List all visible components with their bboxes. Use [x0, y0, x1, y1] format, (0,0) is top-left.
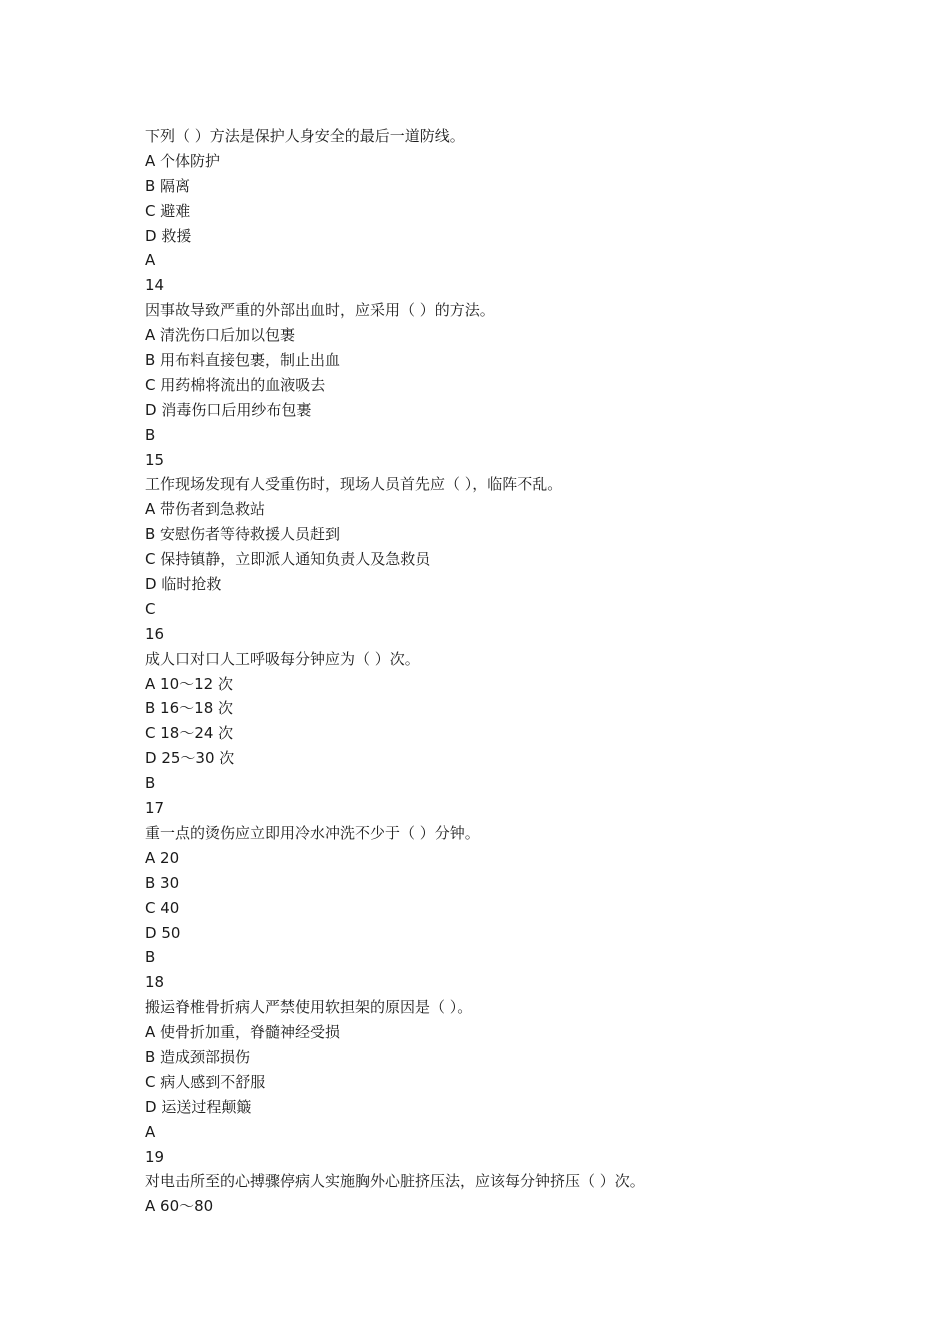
text-line: D 25～30 次	[145, 749, 235, 768]
text-line: B 安慰伤者等待救援人员赶到	[145, 525, 341, 544]
text-line: 对电击所至的心搏骤停病人实施胸外心脏挤压法，应该每分钟挤压（ ）次。	[145, 1172, 645, 1191]
text-line: C 用药棉将流出的血液吸去	[145, 375, 326, 394]
text-line: 工作现场发现有人受重伤时，现场人员首先应（ ），临阵不乱。	[145, 475, 563, 494]
text-line: A 带伤者到急救站	[145, 500, 266, 519]
text-line: 16	[145, 624, 165, 643]
text-line: A 60～80	[145, 1197, 214, 1216]
text-line: 因事故导致严重的外部出血时，应采用（ ）的方法。	[145, 301, 495, 320]
text-line: A 使骨折加重，脊髓神经受损	[145, 1023, 341, 1042]
text-line: C	[145, 599, 156, 618]
text-line: B	[145, 425, 156, 444]
text-line: 搬运脊椎骨折病人严禁使用软担架的原因是（ ）。	[145, 998, 473, 1017]
document-body	[145, 124, 845, 1219]
text-line: 成人口对口人工呼吸每分钟应为（ ）次。	[145, 649, 420, 668]
text-line: A 20	[145, 848, 180, 867]
text-line: C 避难	[145, 201, 191, 220]
text-line: C 病人感到不舒服	[145, 1072, 266, 1091]
text-line: D 运送过程颠簸	[145, 1097, 252, 1116]
text-line: C 40	[145, 898, 180, 917]
text-line: B 16～18 次	[145, 699, 234, 718]
text-line: D 消毒伤口后用纱布包裹	[145, 400, 312, 419]
text-line: B	[145, 948, 156, 967]
text-line: C 18～24 次	[145, 724, 234, 743]
text-line: 17	[145, 799, 165, 818]
text-line: 14	[145, 276, 165, 295]
text-line: 重一点的烫伤应立即用冷水冲洗不少于（ ）分钟。	[145, 823, 480, 842]
text-line: D 救援	[145, 226, 192, 245]
text-line: A	[145, 1122, 156, 1141]
text-line: B	[145, 774, 156, 793]
text-line: D 50	[145, 923, 181, 942]
text-line: 18	[145, 973, 165, 992]
text-line: A 清洗伤口后加以包裹	[145, 326, 296, 345]
text-line: B 造成颈部损伤	[145, 1047, 251, 1066]
text-line: B 隔离	[145, 176, 191, 195]
text-line: 下列（ ）方法是保护人身安全的最后一道防线。	[145, 127, 465, 145]
text-line: C 保持镇静，立即派人通知负责人及急救员	[145, 550, 431, 569]
text-line: A 个体防护	[145, 151, 221, 170]
text-line: B 30	[145, 873, 180, 892]
text-line: 15	[145, 450, 165, 469]
text-line: A 10～12 次	[145, 674, 233, 693]
text-line: 19	[145, 1147, 165, 1166]
text-line: D 临时抢救	[145, 575, 222, 594]
text-line: B 用布料直接包裹，制止出血	[145, 351, 341, 370]
text-line: A	[145, 251, 156, 270]
